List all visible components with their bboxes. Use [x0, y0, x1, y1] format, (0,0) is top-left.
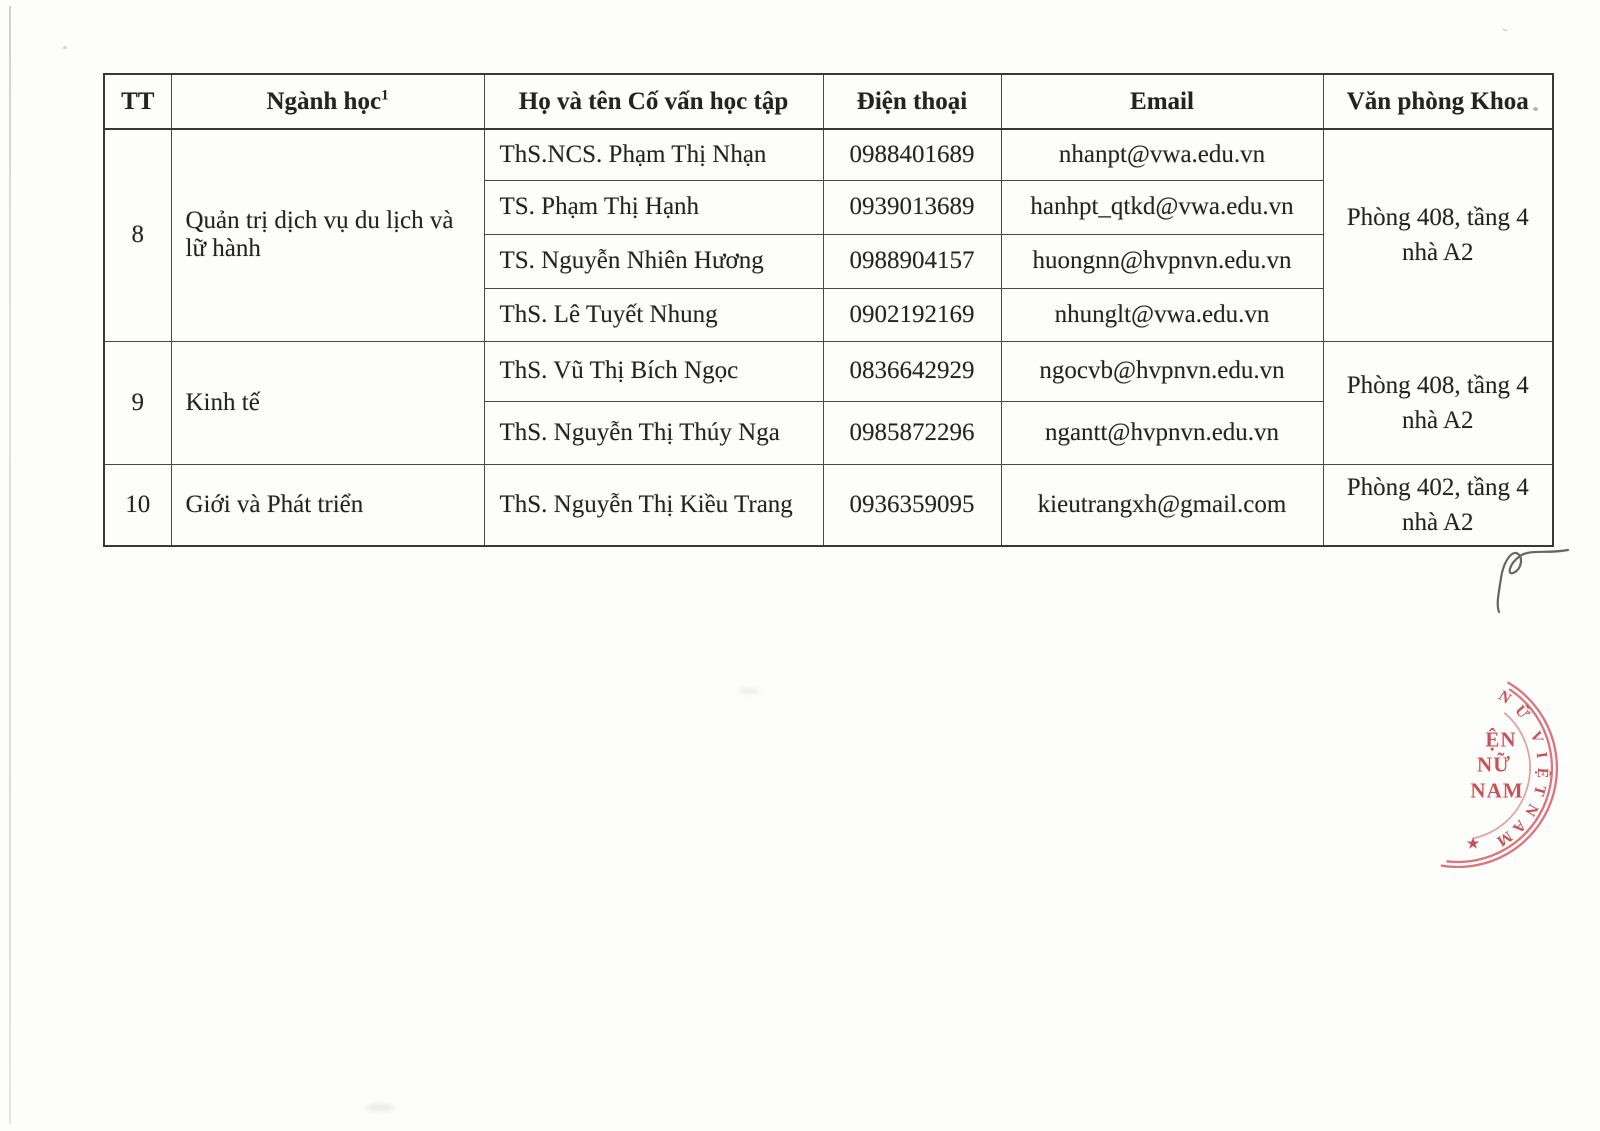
cell-advisor-name: ThS.NCS. Phạm Thị Nhạn — [484, 129, 823, 180]
col-header-major: Ngành học$^1$ — [171, 74, 484, 129]
table-row — [104, 129, 1553, 180]
office-line: Phòng 408, tầng 4 — [1346, 204, 1529, 232]
stamp-ring-letter: M — [1493, 827, 1516, 850]
office-line: nhà A2 — [1401, 508, 1474, 536]
col-header-tt: TT — [104, 74, 171, 129]
cell-advisor-name: ThS. Lê Tuyết Nhung — [484, 288, 823, 341]
cell-phone: 0988904157 — [823, 234, 1001, 288]
stamp-ring-letter: T — [1529, 783, 1549, 798]
cell-email: kieutrangxh@gmail.com — [1001, 464, 1323, 546]
cell-phone: 0836642929 — [823, 341, 1001, 401]
stamp-inner-line: NAM — [1470, 778, 1524, 803]
cell-advisor-name: TS. Phạm Thị Hạnh — [484, 180, 823, 234]
cell-phone: 0939013689 — [823, 180, 1001, 234]
cell-office — [1323, 129, 1553, 341]
cell-email: ngocvb@hvpnvn.edu.vn — [1001, 341, 1323, 401]
col-header-email: Email — [1001, 74, 1323, 129]
cell-phone: 0988401689 — [823, 129, 1001, 180]
col-header-advisor-name: Họ và tên Cố vấn học tập — [484, 74, 823, 129]
table-row — [104, 341, 1553, 401]
scan-smudge — [738, 688, 760, 694]
cell-tt: 10 — [104, 464, 171, 546]
office-line: Phòng 402, tầng 4 — [1346, 473, 1529, 501]
col-header-phone: Điện thoại — [823, 74, 1001, 129]
stamp-ring-letter: A — [1509, 816, 1530, 837]
col-header-office: Văn phòng Khoa — [1323, 74, 1553, 129]
office-line: nhà A2 — [1401, 406, 1474, 434]
stamp-ring-letter: Ệ — [1533, 767, 1552, 779]
scan-speck — [63, 46, 67, 49]
cell-advisor-name: TS. Nguyễn Nhiên Hương — [484, 234, 823, 288]
cell-email: nhanpt@vwa.edu.vn — [1001, 129, 1323, 180]
cell-major: Quản trị dịch vụ du lịch và lữ hành — [171, 129, 484, 341]
scan-edge-line — [9, 6, 11, 1124]
office-line: nhà A2 — [1401, 239, 1474, 267]
stamp-star-icon: ★ — [1466, 837, 1480, 852]
stamp-ring-letter: I — [1532, 750, 1551, 760]
stamp-ring-letter: V — [1526, 728, 1547, 746]
advisors-table — [103, 73, 1554, 547]
cell-email: hanhpt_qtkd@vwa.edu.vn — [1001, 180, 1323, 234]
cell-advisor-name: ThS. Nguyễn Thị Thúy Nga — [484, 401, 823, 464]
office-line: Phòng 408, tầng 4 — [1346, 371, 1529, 399]
cell-phone: 0936359095 — [823, 464, 1001, 546]
stamp-inner-line: ỆN — [1485, 727, 1517, 752]
official-stamp — [1380, 648, 1600, 868]
cell-advisor-name: ThS. Vũ Thị Bích Ngọc — [484, 341, 823, 401]
cell-email: nhunglt@vwa.edu.vn — [1001, 288, 1323, 341]
cell-tt: 8 — [104, 129, 171, 341]
cell-phone: 0902192169 — [823, 288, 1001, 341]
stamp-ring-letter: N — [1521, 800, 1542, 820]
table-row — [104, 464, 1553, 546]
cell-advisor-name: ThS. Nguyễn Thị Kiều Trang — [484, 464, 823, 546]
cell-major: Kinh tế — [171, 341, 484, 464]
stamp-ring-letter: Ữ — [1511, 702, 1533, 723]
cell-phone: 0985872296 — [823, 401, 1001, 464]
cell-major: Giới và Phát triển — [171, 464, 484, 546]
footnote-marker: 1 — [381, 87, 389, 104]
stamp-inner-line: NỮ — [1477, 752, 1511, 777]
cell-email: ngantt@hvpnvn.edu.vn — [1001, 401, 1323, 464]
cell-office — [1323, 341, 1553, 464]
cell-tt: 9 — [104, 341, 171, 464]
scan-smudge — [366, 1104, 394, 1111]
cell-email: huongnn@hvpnvn.edu.vn — [1001, 234, 1323, 288]
scan-speck — [1502, 28, 1508, 32]
header-row — [104, 74, 1553, 129]
signature-mark — [1450, 528, 1580, 628]
stamp-ring-letter: N — [1495, 687, 1514, 708]
